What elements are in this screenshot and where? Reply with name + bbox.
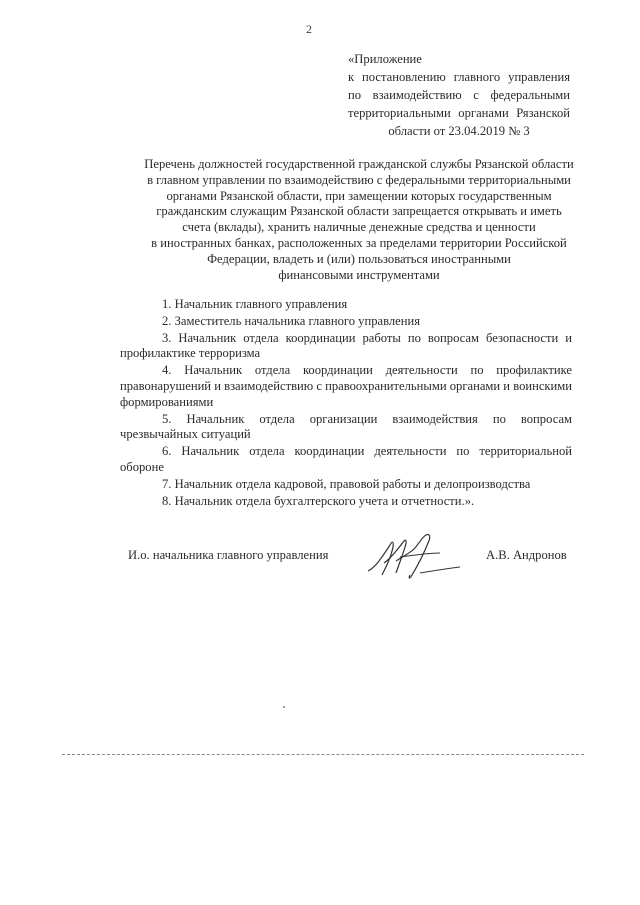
list-item: 1. Начальник главного управления: [162, 297, 348, 311]
title-line: счета (вклады), хранить наличные денежные средства и ценности: [182, 220, 536, 235]
title-line: в главном управлении по взаимодействию с федеральными территориальными: [147, 172, 571, 187]
list-item: 5. Начальник отдела организации взаимодействия по вопросам чрезвычайных ситуаций: [120, 411, 572, 442]
appendix-line: к постановлению главного управления: [348, 70, 570, 84]
signatory-name: А.В. Андронов: [486, 548, 567, 562]
list-item: 8. Начальник отдела бухгалтерского учета и отчетности.».: [162, 493, 475, 508]
appendix-line: по взаимодействию с федеральными: [348, 88, 570, 102]
list-item: 3. Начальник отдела координации работы по вопросам безопасности и профилактике терроризма: [120, 330, 572, 361]
list-item: 2. Заместитель начальника главного управления: [162, 313, 421, 328]
title-line: Федерации, владеть и (или) пользоваться иностранными: [207, 251, 511, 266]
title-line: органами Рязанской области, при замещении которых государственным: [166, 188, 552, 203]
title-line: в иностранных банках, расположенных за пределами территории Российской: [151, 235, 567, 250]
title-line: финансовыми инструментами: [278, 267, 440, 282]
title-line: Перечень должностей государственной гражданской службы Рязанской области: [144, 157, 574, 171]
scan-speck: [283, 706, 285, 708]
signatory-position: И.о. начальника главного управления: [128, 548, 329, 562]
list-item: 7. Начальник отдела кадровой, правовой работы и делопроизводства: [162, 476, 531, 491]
document-title: [122, 157, 596, 283]
title-line: гражданским служащим Рязанской области запрещается открывать и иметь: [156, 204, 562, 219]
appendix-line: области от 23.04.2019 № 3: [388, 124, 530, 138]
handwritten-signature: [360, 527, 480, 587]
positions-list: [120, 297, 572, 509]
bottom-divider: [62, 754, 584, 755]
appendix-header: [348, 50, 570, 140]
list-item: 6. Начальник отдела координации деятельности по территориальной обороне: [120, 444, 572, 474]
list-item: 4. Начальник отдела координации деятельности по профилактике правонарушений и взаимодействию с правоохранительными органами и воинскими формированиями: [120, 363, 572, 409]
page-number: 2: [306, 22, 312, 36]
appendix-line: «Приложение: [348, 52, 422, 66]
appendix-line: территориальными органами Рязанской: [348, 106, 570, 120]
